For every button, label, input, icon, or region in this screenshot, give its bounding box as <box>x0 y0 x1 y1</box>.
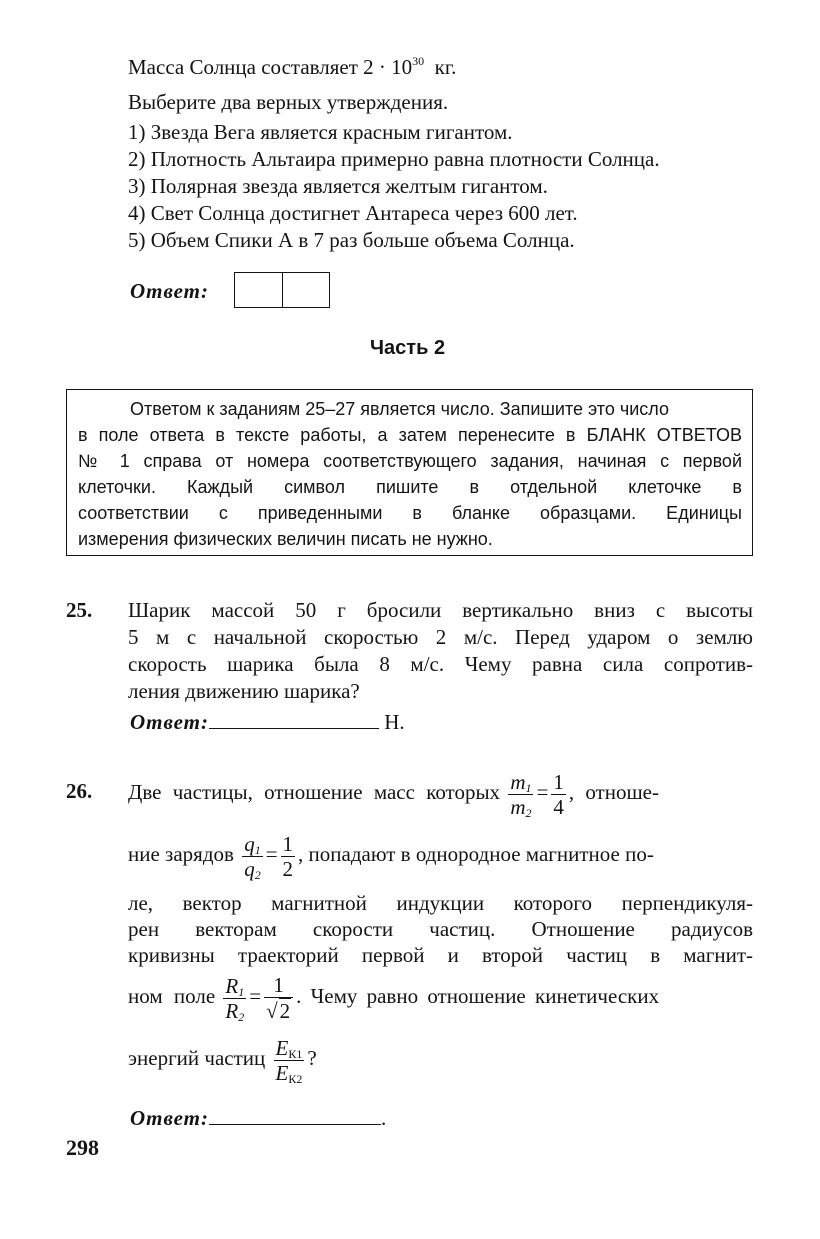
task25-line-3: скорость шарика была 8 м/с. Чему равна сила сопротив- <box>128 652 753 676</box>
task25-answer-unit: Н. <box>384 710 405 734</box>
task25-answer-label: Ответ: <box>130 710 209 734</box>
task26-answer-line <box>130 1104 386 1131</box>
radius-ratio-fraction: $\frac{1}{√2}$ <box>264 973 293 1023</box>
task25-line-4: ления движению шарика? <box>128 679 360 703</box>
task26-line-1: Две частицы, отношение масс которых $\frac{m_1}{m_2}$ = $\frac{1}{4}$ , отноше- <box>128 769 659 820</box>
instruction: Выберите два верных утверждения. <box>128 90 449 114</box>
info-line-6: измерения физических величин писать не нужно. <box>78 529 493 549</box>
answer-cell-1[interactable] <box>235 273 282 307</box>
sun-mass-text: Масса Солнца составляет 2 · 10 <box>128 55 413 79</box>
statement-1: 1) Звезда Вега является красным гигантом. <box>128 120 513 144</box>
task26-line-3: ле, вектор магнитной индукции которого перпендикуля- <box>128 891 753 915</box>
info-line-5: соответствии с приведенными в бланке образцами. Единицы <box>78 503 742 523</box>
sun-mass-line <box>128 54 456 80</box>
task26-line-7: энергий частиц $\frac{E_{К1}}{E_{К2}}$ ? <box>128 1035 317 1086</box>
task26-line-2: ние зарядов $\frac{q_1}{q_2}$ = $\frac{1}{2}$ , попадают в однородное магнитное по- <box>128 831 654 882</box>
part1-answer-label: Ответ: <box>130 279 209 303</box>
charge-ratio-fraction: $\frac{1}{2}$ <box>282 831 294 881</box>
answer-cell-2[interactable] <box>282 273 330 307</box>
energy-fraction: $\frac{E_{К1}}{E_{К2}}$ <box>275 1035 303 1086</box>
info-line-4: клеточки. Каждый символ пишите в отдельной клеточке в <box>78 477 742 497</box>
info-line-1: Ответом к заданиям 25–27 является число. Запишите это число <box>130 399 669 419</box>
part2-heading: Часть 2 <box>370 337 446 359</box>
task26-answer-field[interactable] <box>209 1104 381 1125</box>
task26-answer-label: Ответ: <box>130 1106 209 1130</box>
task26-line-5: кривизны траекторий первой и второй частиц в магнит- <box>128 943 753 967</box>
statement-5: 5) Объем Спики А в 7 раз больше объема Солнца. <box>128 228 575 252</box>
radius-fraction: $\frac{R_1}{R_2}$ <box>225 973 245 1024</box>
task26-answer-tail: . <box>381 1106 387 1130</box>
statement-2: 2) Плотность Альтаира примерно равна плотности Солнца. <box>128 147 660 171</box>
sun-mass-unit: кг. <box>434 55 457 79</box>
task25-answer-field[interactable] <box>209 708 379 729</box>
task26-line-6: ном поле $\frac{R_1}{R_2}$ = $\frac{1}{√2}$ . Чему равно отношение кинетических <box>128 973 660 1024</box>
task25-number: 25. <box>66 598 93 622</box>
statement-3: 3) Полярная звезда является желтым гигантом. <box>128 174 548 198</box>
task25-answer-line <box>130 708 405 735</box>
sun-mass-exponent: 30 <box>412 54 425 68</box>
task25-line-2: 5 м с начальной скоростью 2 м/с. Перед ударом о землю <box>128 625 753 649</box>
info-line-3: № 1 справа от номера соответствующего задания, начиная с первой <box>78 451 742 471</box>
mass-fraction: $\frac{m_1}{m_2}$ <box>510 769 532 820</box>
answer-box[interactable] <box>234 272 330 308</box>
page-number: 298 <box>66 1135 99 1160</box>
task26-line1-tail: , отноше- <box>568 780 659 804</box>
task25-line-1: Шарик массой 50 г бросили вертикально вниз с высоты <box>128 598 753 622</box>
statement-4: 4) Свет Солнца достигнет Антареса через 600 лет. <box>128 201 578 225</box>
task26-line-4: рен векторам скорости частиц. Отношение радиусов <box>128 917 753 941</box>
charge-fraction: $\frac{q_1}{q_2}$ <box>244 831 261 882</box>
task26-number: 26. <box>66 779 93 803</box>
task26-line1-text: Две частицы, отношение масс которых <box>128 780 501 804</box>
mass-ratio-fraction: $\frac{1}{4}$ <box>553 769 564 819</box>
info-line-2: в поле ответа в тексте работы, а затем перенесите в БЛАНК ОТВЕТОВ <box>78 425 742 445</box>
